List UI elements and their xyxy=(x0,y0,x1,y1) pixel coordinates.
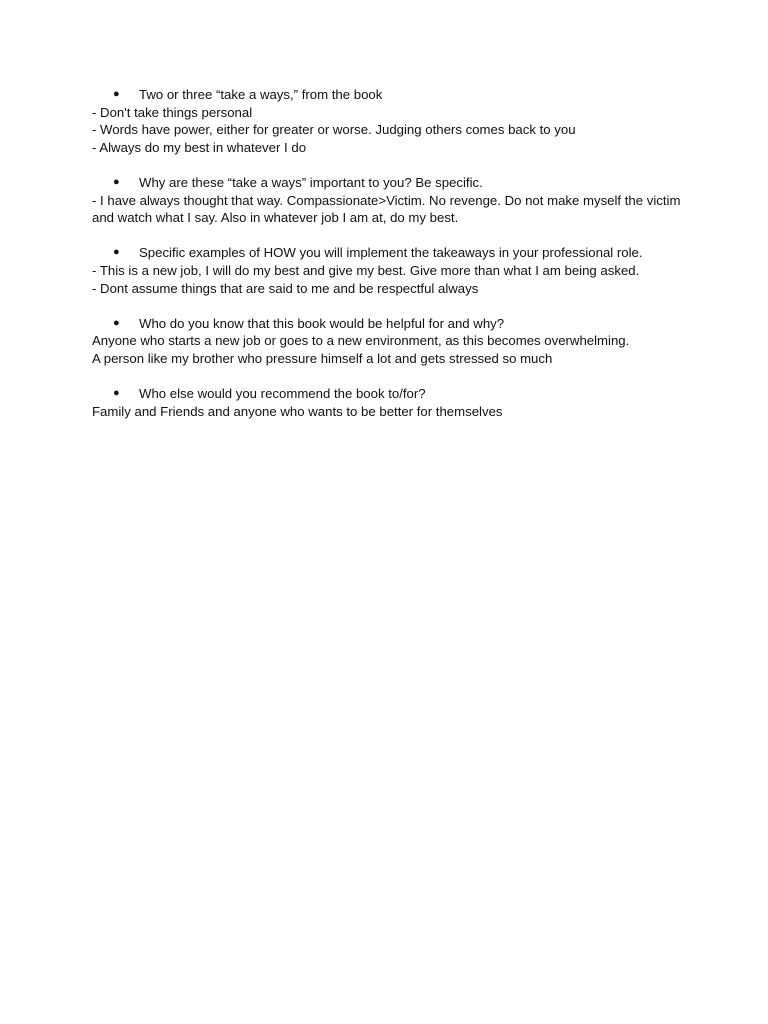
question-item xyxy=(92,244,682,262)
question-item xyxy=(92,86,682,104)
question-text: Why are these “take a ways” important to you? Be specific. xyxy=(139,174,483,190)
question-item xyxy=(92,315,682,333)
bullet-icon: ● xyxy=(113,246,120,259)
answer-line: - Words have power, either for greater or worse. Judging others comes back to you xyxy=(92,122,576,138)
question-item xyxy=(92,174,682,192)
answer-line: Anyone who starts a new job or goes to a new environment, as this becomes overwhelming. xyxy=(92,333,630,349)
bullet-icon: ● xyxy=(113,387,120,400)
question-text: Who else would you recommend the book to/for? xyxy=(139,386,426,402)
section-takeaways xyxy=(92,86,682,156)
answer-line: Family and Friends and anyone who wants to be better for themselves xyxy=(92,403,503,419)
section-importance xyxy=(92,174,682,227)
section-helpful-for xyxy=(92,315,682,368)
answer-line: - Always do my best in whatever I do xyxy=(92,139,307,155)
question-text: Specific examples of HOW you will implement the takeaways in your professional role. xyxy=(139,245,643,261)
bullet-icon: ● xyxy=(113,88,120,100)
answer-line: - Don't take things personal xyxy=(92,104,253,120)
question-text: Two or three “take a ways,” from the book xyxy=(139,87,383,102)
bullet-icon: ● xyxy=(113,316,120,329)
answer-line: - Dont assume things that are said to me and be respectful always xyxy=(92,280,479,296)
document-body xyxy=(92,86,682,438)
answer-line: - This is a new job, I will do my best and give my best. Give more than what I am being asked. xyxy=(92,262,640,278)
bullet-icon: ● xyxy=(113,175,120,188)
question-text: Who do you know that this book would be helpful for and why? xyxy=(139,315,505,331)
answer-line: - I have always thought that way. Compassionate>Victim. No revenge. Do not make myself the victim and watch what I say. Also in whatever job I am at, do my best. xyxy=(92,192,681,226)
section-recommend xyxy=(92,385,682,420)
answer-line: A person like my brother who pressure himself a lot and gets stressed so much xyxy=(92,350,553,366)
question-item xyxy=(92,385,682,403)
section-implementation xyxy=(92,244,682,297)
